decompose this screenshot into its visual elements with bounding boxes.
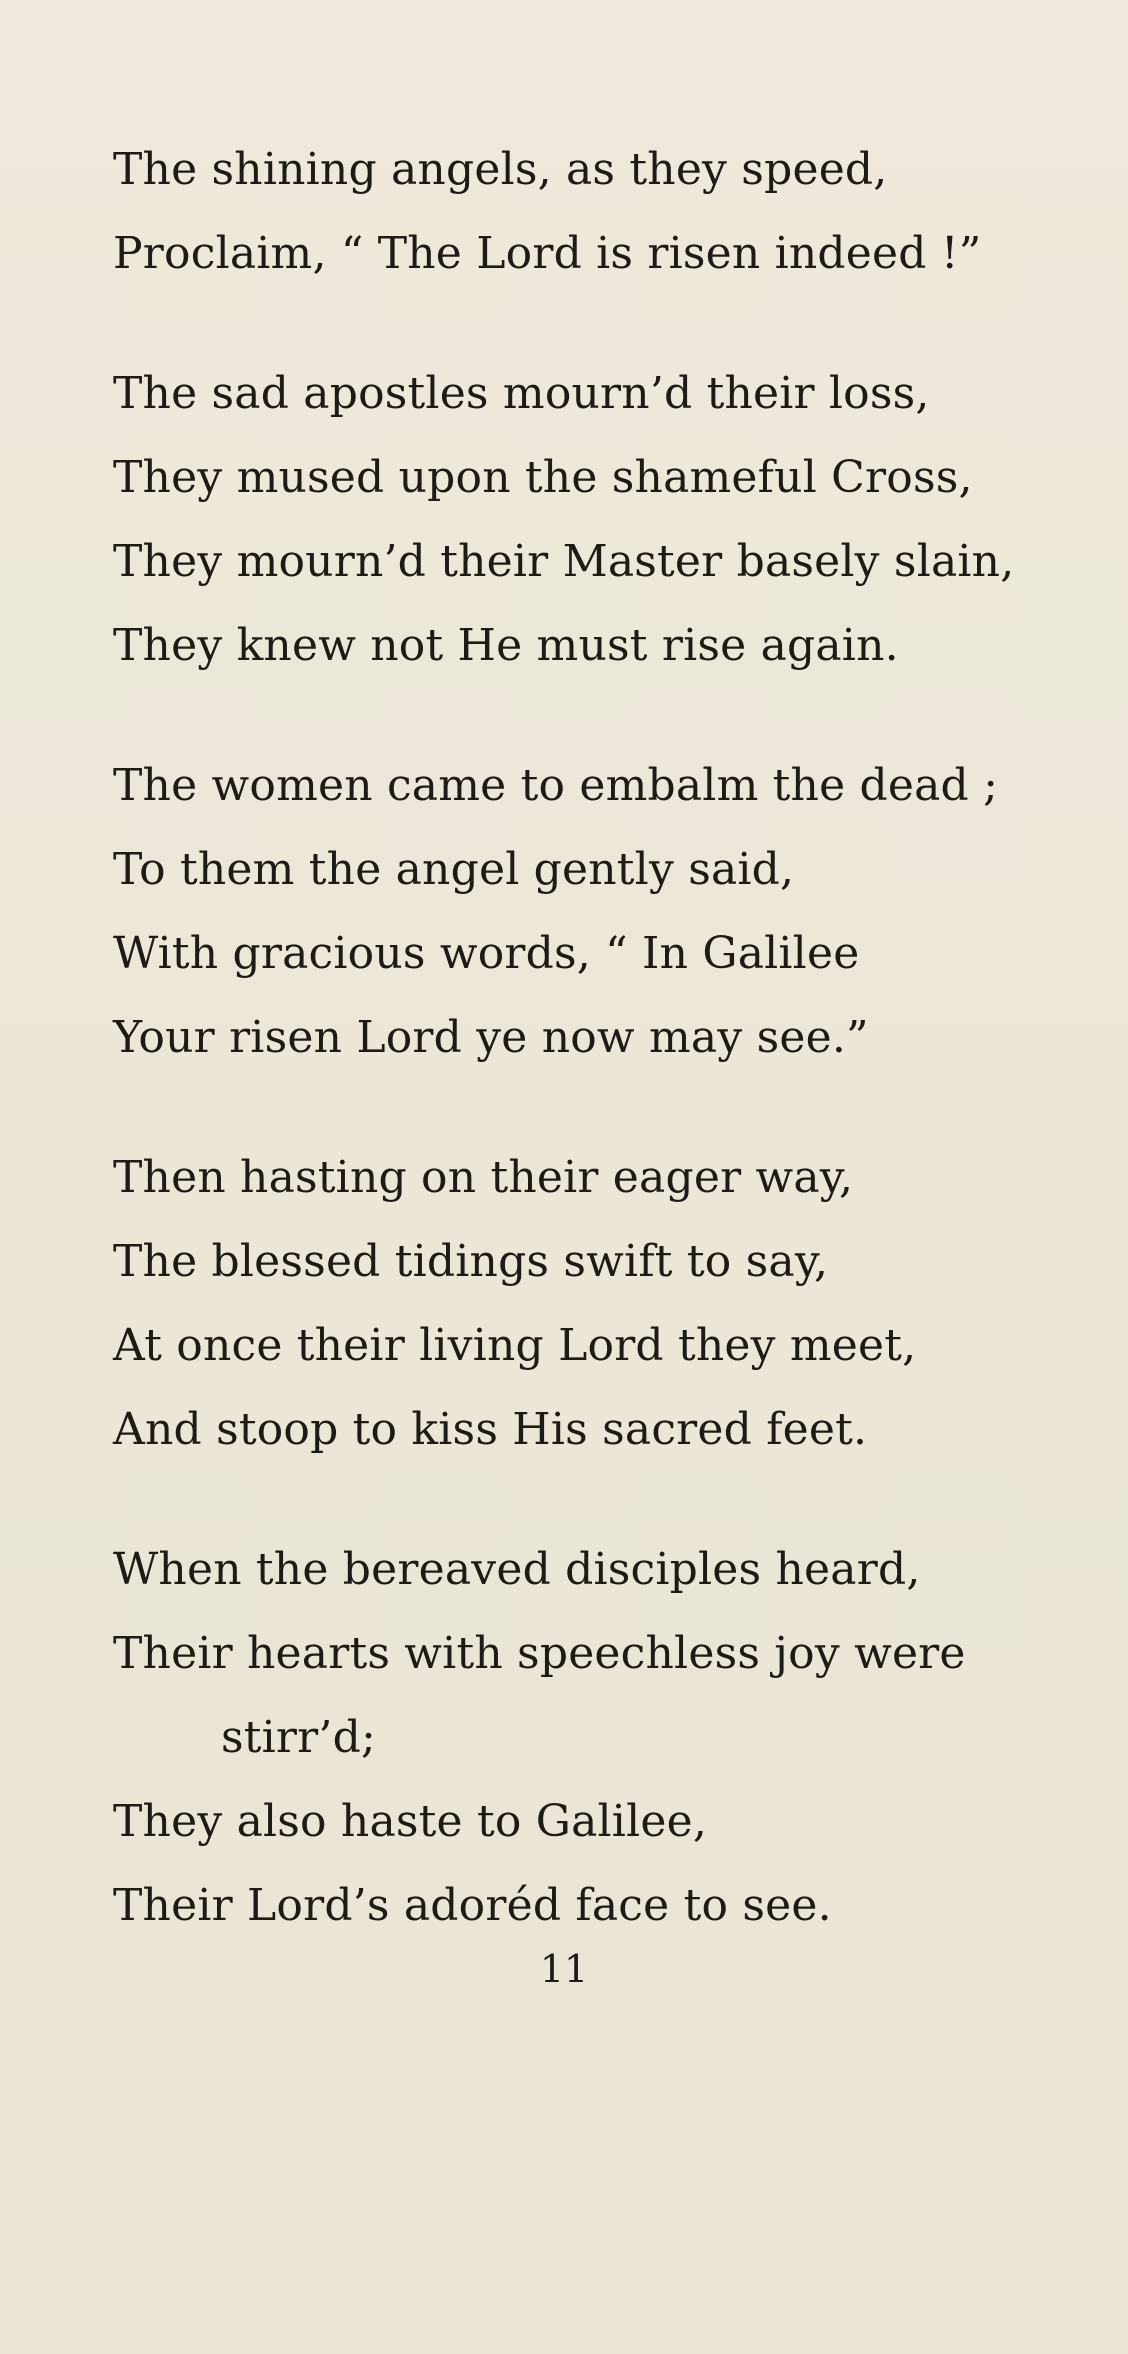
- poem-line: The sad apostles mourn’d their loss,: [113, 368, 930, 419]
- poem-line: Their Lord’s adoréd face to see.: [113, 1880, 832, 1931]
- poem-line: And stoop to kiss His sacred feet.: [113, 1404, 868, 1455]
- poem-line: The shining angels, as they speed,: [113, 144, 888, 195]
- poem-line: They mourn’d their Master basely slain,: [113, 536, 1015, 587]
- poem-line: To them the angel gently said,: [113, 844, 795, 895]
- page-number: 11: [539, 1947, 589, 1991]
- stanza-2: [113, 352, 1113, 688]
- poem-line-continuation: stirr’d;: [221, 1712, 376, 1763]
- poem-line: They mused upon the shameful Cross,: [113, 452, 973, 503]
- poem-line: Their hearts with speechless joy were: [113, 1628, 966, 1679]
- poem-line: With gracious words, “ In Galilee: [113, 928, 860, 979]
- stanza-1: [113, 128, 1113, 296]
- poem-line: The blessed tidings swift to say,: [113, 1236, 829, 1287]
- poem-body: [113, 128, 1113, 1948]
- stanza-4: [113, 1136, 1113, 1472]
- stanza-3: [113, 744, 1113, 1080]
- poem-line: Then hasting on their eager way,: [113, 1152, 854, 1203]
- poem-line: They also haste to Galilee,: [113, 1796, 708, 1847]
- poem-line: When the bereaved disciples heard,: [113, 1544, 921, 1595]
- poem-line: At once their living Lord they meet,: [113, 1320, 917, 1371]
- poem-line: Your risen Lord ye now may see.”: [113, 1012, 869, 1063]
- stanza-5: [113, 1528, 1113, 1948]
- poem-line: They knew not He must rise again.: [113, 620, 899, 671]
- poem-line: The women came to embalm the dead ;: [113, 760, 999, 811]
- poem-line: Proclaim, “ The Lord is risen indeed !”: [113, 228, 982, 279]
